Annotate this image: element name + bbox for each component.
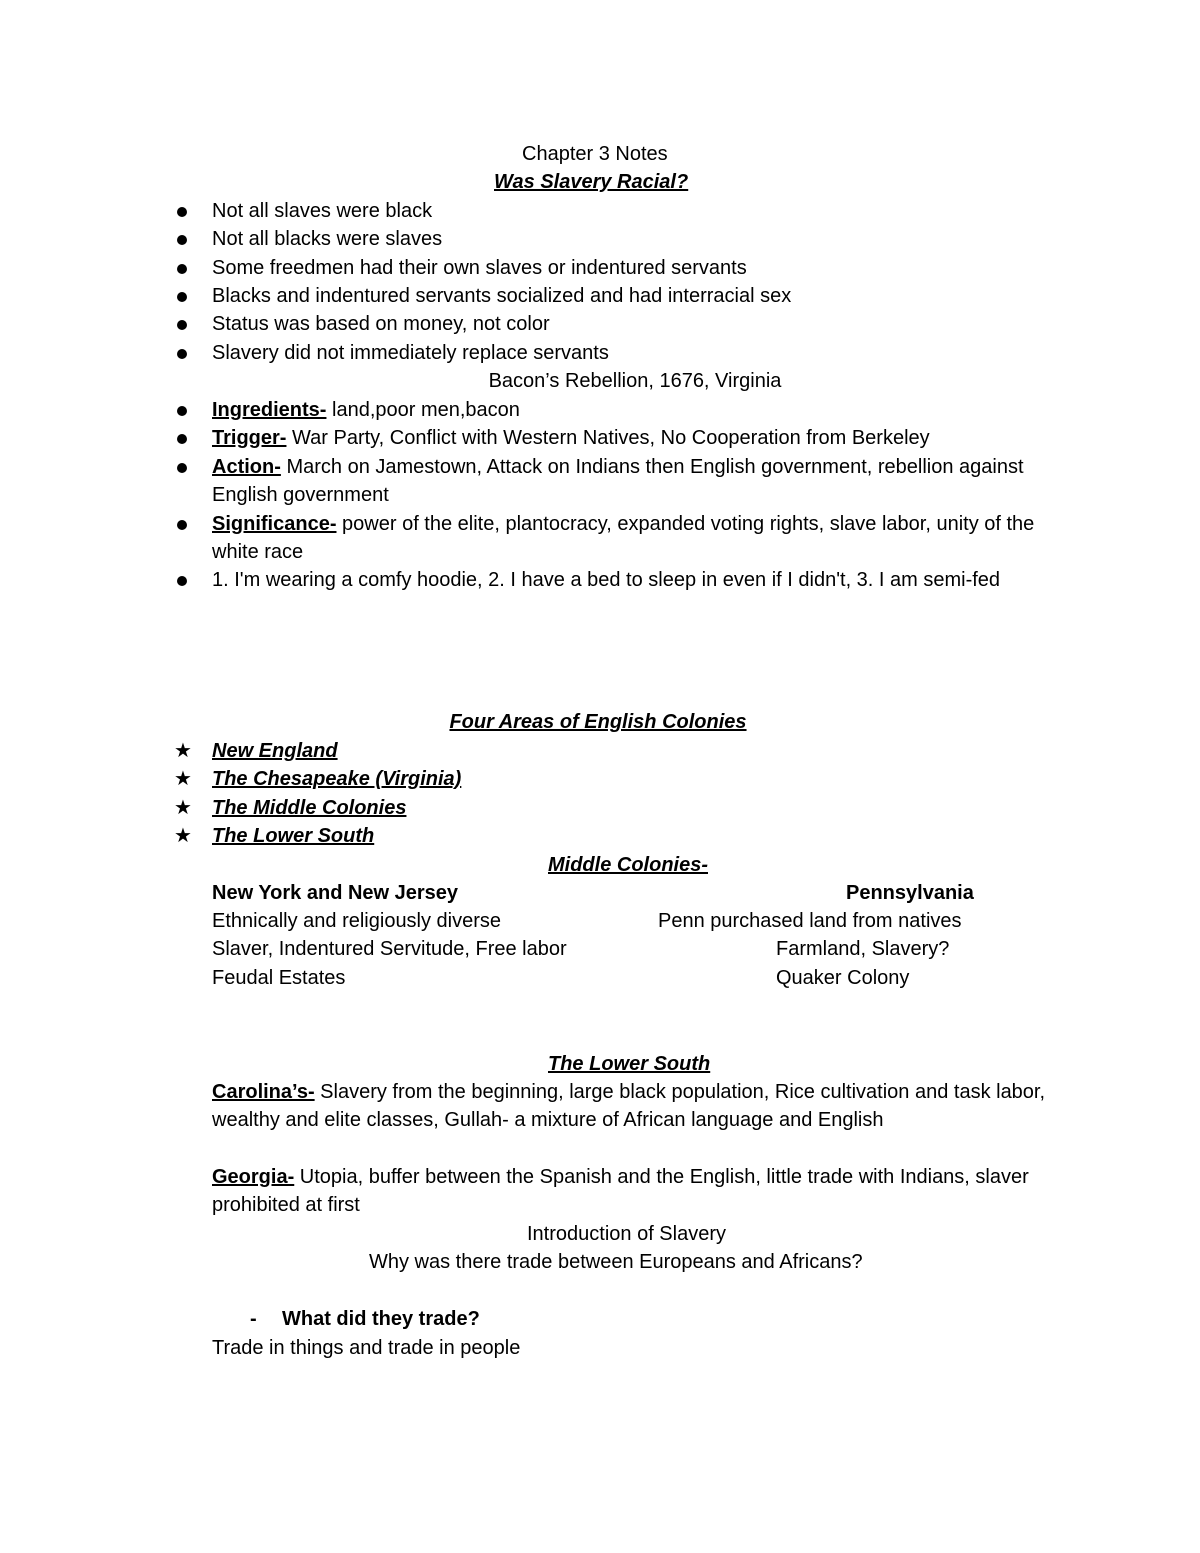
bullet-icon: [177, 406, 187, 416]
pennsylvania-line: Farmland, Slavery?: [776, 938, 950, 960]
list-item: The Chesapeake (Virginia): [212, 768, 462, 790]
list-item: Not all slaves were black: [212, 200, 433, 222]
section-heading-areas: Four Areas of English Colonies: [449, 711, 747, 733]
item-label: Significance-: [212, 513, 337, 535]
dash-bullet: -: [250, 1308, 257, 1330]
star-bullet-icon: ★: [174, 825, 192, 847]
bullet-icon: [177, 520, 187, 530]
item-label: Ingredients-: [212, 399, 327, 421]
bullet-icon: [177, 434, 187, 444]
georgia-paragraph: [212, 1163, 1042, 1219]
bacon-heading: Bacon’s Rebellion, 1676, Virginia: [488, 370, 782, 392]
ny-nj-line: Feudal Estates: [212, 967, 346, 989]
list-item: [212, 424, 930, 452]
georgia-label: Georgia-: [212, 1166, 295, 1188]
star-bullet-icon: ★: [174, 797, 192, 819]
list-item: Blacks and indentured servants socialized and had interracial sex: [212, 285, 792, 307]
list-item: The Lower South: [212, 825, 375, 847]
item-text: March on Jamestown, Attack on Indians then English government, rebellion against English government: [212, 456, 1024, 506]
list-item: [212, 510, 1052, 566]
bullet-icon: [177, 463, 187, 473]
item-text: land,poor men,bacon: [326, 399, 520, 421]
list-item: [212, 453, 1032, 509]
bullet-icon: [177, 292, 187, 302]
carolina-text: Slavery from the beginning, large black population, Rice cultivation and task labor, wealthy and elite classes, Gullah- a mixture of African language and English: [212, 1081, 1046, 1131]
item-label: Action-: [212, 456, 281, 478]
list-item: Some freedmen had their own slaves or indentured servants: [212, 257, 747, 279]
star-bullet-icon: ★: [174, 740, 192, 762]
pennsylvania-line: Penn purchased land from natives: [658, 910, 962, 932]
ny-nj-line: Slaver, Indentured Servitude, Free labor: [212, 938, 567, 960]
trade-question: Why was there trade between Europeans and Africans?: [369, 1251, 863, 1273]
item-label: Trigger-: [212, 427, 287, 449]
list-item: New England: [212, 740, 338, 762]
bullet-icon: [177, 576, 187, 586]
trade-answer: Trade in things and trade in people: [212, 1337, 521, 1359]
item-text: War Party, Conflict with Western Natives, No Cooperation from Berkeley: [286, 427, 930, 449]
intro-slavery-heading: Introduction of Slavery: [527, 1223, 726, 1245]
carolina-paragraph: [212, 1078, 1062, 1134]
list-item: Slavery did not immediately replace servants: [212, 342, 609, 364]
bullet-icon: [177, 264, 187, 274]
list-item: The Middle Colonies: [212, 797, 407, 819]
star-bullet-icon: ★: [174, 768, 192, 790]
bullet-icon: [177, 320, 187, 330]
bullet-icon: [177, 349, 187, 359]
item-text: power of the elite, plantocracy, expanded voting rights, slave labor, unity of the white race: [212, 513, 1035, 563]
bullet-icon: [177, 207, 187, 217]
list-item: Status was based on money, not color: [212, 313, 550, 335]
list-item: Not all blacks were slaves: [212, 228, 443, 250]
georgia-text: Utopia, buffer between the Spanish and the English, little trade with Indians, slaver prohibited at first: [212, 1166, 1029, 1216]
pennsylvania-title: Pennsylvania: [846, 882, 974, 904]
carolina-label: Carolina’s-: [212, 1081, 315, 1103]
bullet-icon: [177, 235, 187, 245]
middle-colonies-heading: Middle Colonies-: [548, 854, 708, 876]
section-heading-slavery: Was Slavery Racial?: [494, 171, 689, 193]
list-item: 1. I'm wearing a comfy hoodie, 2. I have a bed to sleep in even if I didn't, 3. I am semi-fed: [212, 569, 1001, 591]
ny-nj-line: Ethnically and religiously diverse: [212, 910, 502, 932]
page-title: Chapter 3 Notes: [522, 143, 668, 165]
ny-nj-title: New York and New Jersey: [212, 882, 459, 904]
list-item: [212, 396, 520, 424]
lower-south-heading: The Lower South: [548, 1053, 711, 1075]
sub-question: What did they trade?: [282, 1308, 480, 1330]
pennsylvania-line: Quaker Colony: [776, 967, 910, 989]
